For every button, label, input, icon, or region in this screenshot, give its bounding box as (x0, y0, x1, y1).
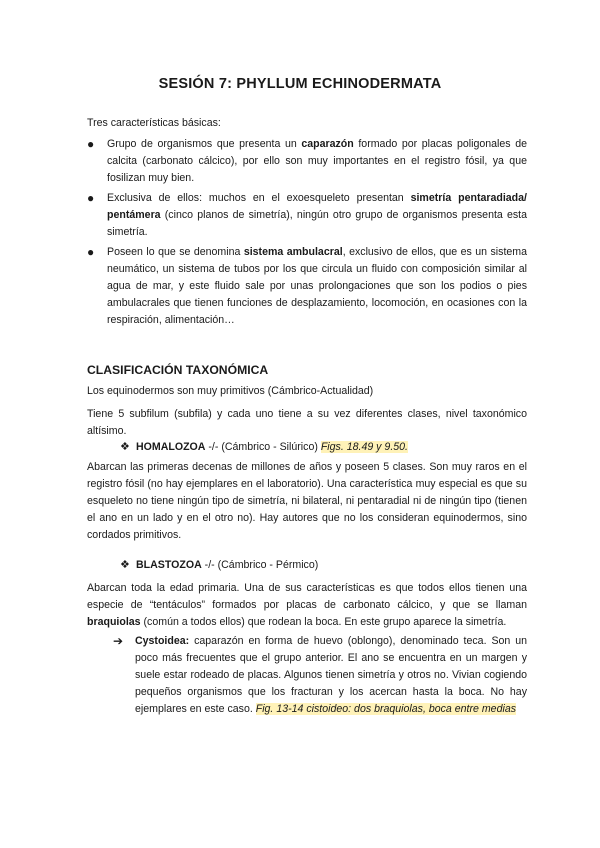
disc-bullet-icon: ● (87, 245, 95, 259)
characteristics-list (87, 136, 527, 332)
cystoidea-item: ➔ Cystoidea: caparazón en forma de huevo (oblongo), denominado teca. Son un poco más frecuentes que el grupo anterior. El ano se encuentra en un margen y suele estar rodeado de placas. Algunos tienen simetría y otros no. Vivian cogiendo pequeños organismos que los fracturan y los acercan hasta la boca. No hay ejemplares en este caso. Fig. 13-14 cistoideo: dos braquiolas, boca entre medias (113, 633, 527, 718)
section-heading: CLASIFICACIÓN TAXONÓMICA (87, 363, 269, 377)
disc-bullet-icon: ● (87, 137, 95, 151)
list-item: ● Exclusiva de ellos: muchos en el exoesqueleto presentan simetría pentaradiada/ pentámera (cinco planos de simetría), ningún otro grupo de organismos presenta esta simetría. (87, 190, 527, 241)
blastozoa-heading: ❖ BLASTOZOA -/- (Cámbrico - Pérmico) (120, 557, 318, 574)
disc-bullet-icon: ● (87, 191, 95, 205)
page-title: SESIÓN 7: PHYLLUM ECHINODERMATA (158, 76, 442, 92)
blastozoa-paragraph: Abarcan toda la edad primaria. Una de sus características es que todos ellos tienen una especie de “tentáculos” formados por placas de carbonato cálcico, y que se llaman braquiolas (común a todos ellos) que rodean la boca. En este grupo aparece la simetría. (87, 582, 527, 628)
classification-paragraph: Tiene 5 subfilum (subfila) y cada uno tiene a su vez diferentes clases, nivel taxonómico altísimo. (87, 408, 527, 437)
diamond-bullet-icon: ❖ (120, 441, 130, 453)
bold-term: sistema ambulacral (243, 246, 343, 258)
figure-reference: Figs. 18.49 y 9.50. (320, 441, 408, 453)
figure-reference: Fig. 13-14 cistoideo: dos braquiolas, boca entre medias (255, 703, 517, 715)
bold-term: caparazón (301, 138, 354, 150)
bold-term: simetría pentaradiada/ pentámera (107, 192, 527, 221)
diamond-bullet-icon: ❖ (120, 559, 130, 571)
right-arrow-icon: ➔ (113, 634, 124, 648)
classification-line: Los equinodermos son muy primitivos (Cámbrico-Actualidad) (87, 385, 374, 397)
homalozoa-heading: ❖ HOMALOZOA -/- (Cámbrico - Silúrico) Figs. 18.49 y 9.50. (120, 439, 408, 456)
intro-text: Tres características básicas: (87, 117, 221, 129)
list-item: ● Grupo de organismos que presenta un caparazón formado por placas poligonales de calcita (carbonato cálcico), por ello son muy importantes en el registro fósil, ya que fosilizan muy bien. (87, 136, 527, 187)
homalozoa-paragraph: Abarcan las primeras decenas de millones de años y poseen 5 clases. Son muy raros en el registro fósil (no hay ejemplares en el laboratorio). Una característica muy especial es que su esqueleto no tiene ningún tipo de simetría, ni bilateral, ni pentaradial ni de ningún tipo (tienen el ano en un lado y en el otro no). Hay autores que no los consideran equinodermos, sino cordados primitivos. (87, 461, 527, 541)
list-item: ● Poseen lo que se denomina sistema ambulacral, exclusivo de ellos, que es un sistema neumático, un sistema de tubos por los que circula un fluido con composición similar al agua de mar, y este fluido sale por unas prolongaciones que son los podios o pies ambulacrales que tienen funciones de desplazamiento, locomoción, en ocasiones con la respiración, alimentación… (87, 244, 527, 329)
bold-term: braquiolas (87, 616, 141, 628)
